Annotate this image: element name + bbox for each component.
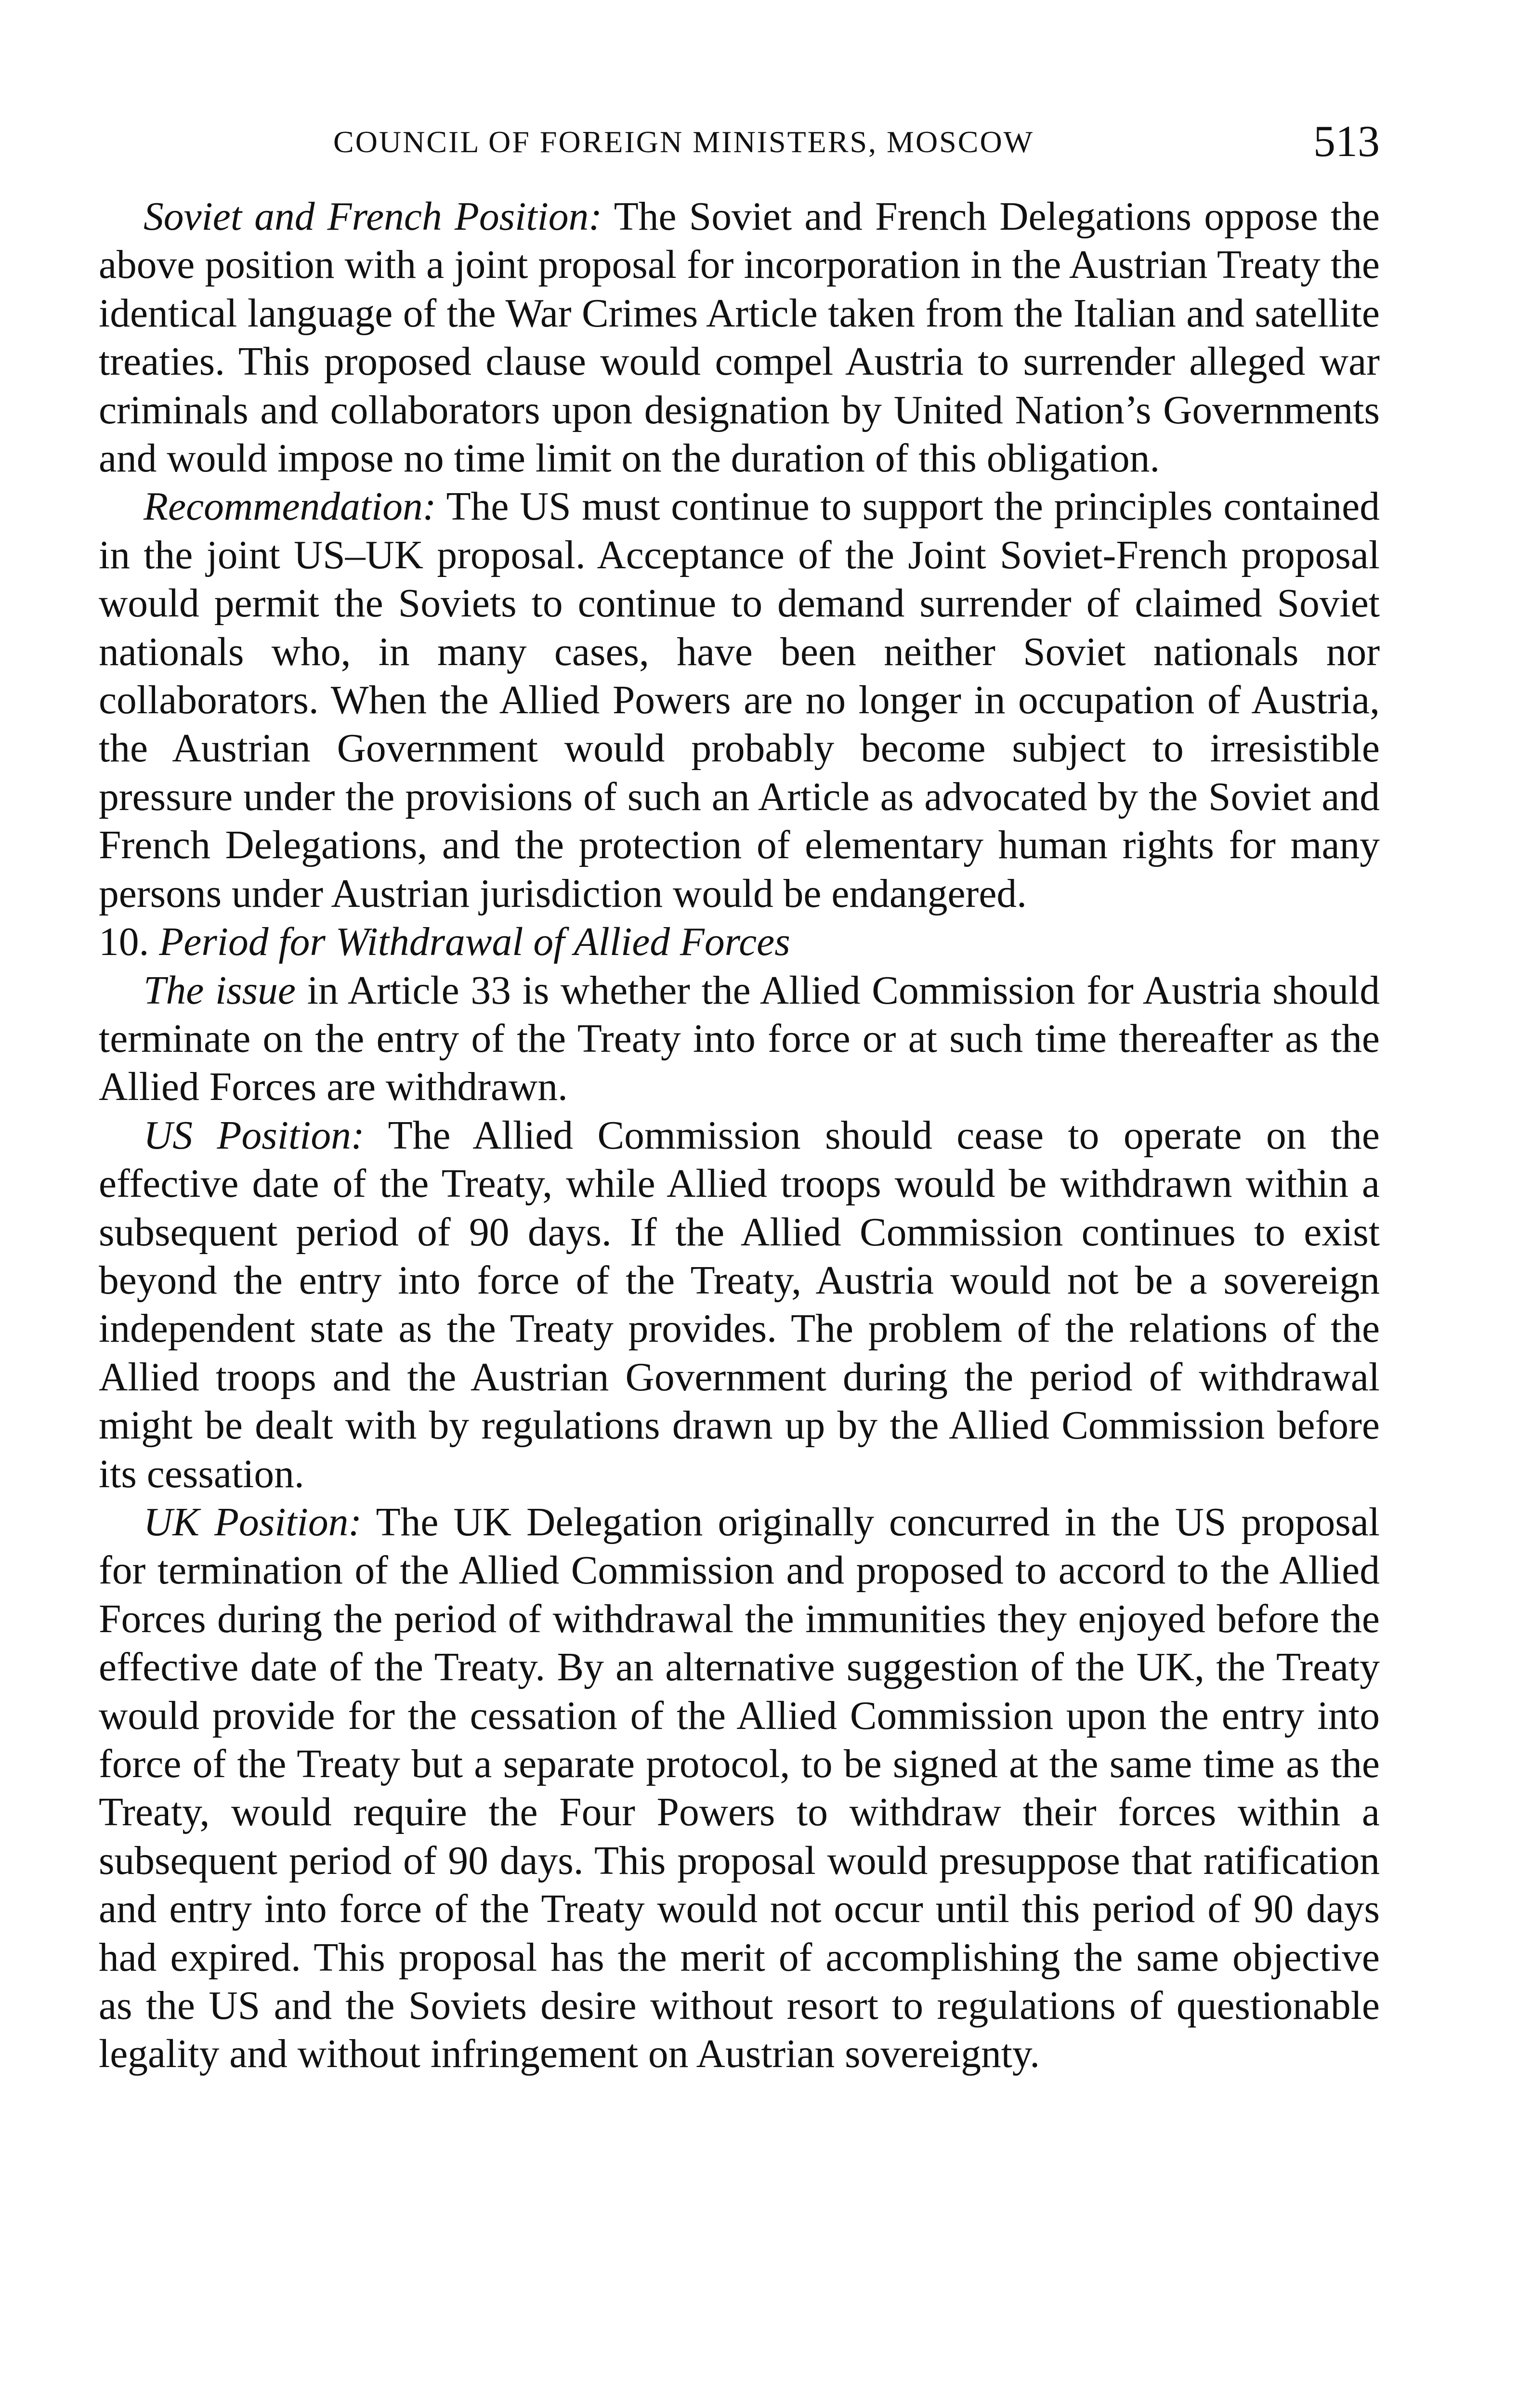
paragraph-text: The US must continue to support the principles contained in the joint US–UK proposal. Acceptance of the Joint Soviet-French proposal would permit the Soviets to continue to demand surrender of claimed Soviet nationals who, in many cases, have been neither Soviet nationals nor collaborators. When the Allied Powers are no longer in occupation of Austria, the Austrian Government would probably become subject to irresistible pressure under the provisions of such an Article as advocated by the Soviet and French Delegations, and the protection of elementary human rights for many persons under Austrian jurisdiction would be endangered. xyxy=(99,484,1380,916)
paragraph-the-issue xyxy=(99,967,1380,1112)
paragraph-text: The UK Delegation originally concurred in the US proposal for termination of the Allied Commission and proposed to accord to the Allied Forces during the period of withdrawal the immunities they enjoyed before the effective date of the Treaty. By an alternative suggestion of the UK, the Treaty would provide for the cessation of the Allied Commission upon the entry into force of the Treaty but a separate protocol, to be signed at the same time as the Treaty, would require the Four Powers to withdraw their forces within a subsequent period of 90 days. This proposal would presuppose that ratification and entry into force of the Treaty would not occur until this period of 90 days had expired. This proposal has the merit of accomplishing the same objective as the US and the Soviets desire without resort to regulations of questionable legality and without infringement on Austrian sovereignty. xyxy=(99,1500,1380,2077)
paragraph-us-position xyxy=(99,1112,1380,1498)
paragraph-lead: Soviet and French Position: xyxy=(144,195,602,239)
paragraph-uk-position xyxy=(99,1498,1380,2079)
paragraph-recommendation xyxy=(99,483,1380,918)
section-heading xyxy=(99,918,1380,966)
paragraph-lead: US Position: xyxy=(144,1113,365,1158)
paragraph-text: The Allied Commission should cease to operate on the effective date of the Treaty, while Allied troops would be withdrawn within a subsequent period of 90 days. If the Allied Commission continues to exist beyond the entry into force of the Treaty, Austria would not be a sovereign independent state as the Treaty provides. The problem of the relations of the Allied troops and the Austrian Government during the period of withdrawal might be dealt with by regulations drawn up by the Allied Commission before its cessation. xyxy=(99,1113,1380,1496)
page-number: 513 xyxy=(1313,117,1380,166)
running-head: COUNCIL OF FOREIGN MINISTERS, MOSCOW xyxy=(333,125,1034,159)
section-title: Period for Withdrawal of Allied Forces xyxy=(159,920,790,965)
page-header xyxy=(99,116,1380,169)
paragraph-lead: Recommendation: xyxy=(144,484,436,529)
section-number: 10. xyxy=(99,920,149,965)
paragraph-text: in Article 33 is whether the Allied Commission for Austria should terminate on the entry of the Treaty into force or at such time thereafter as the Allied Forces are withdrawn. xyxy=(99,968,1380,1110)
paragraph-lead: The issue xyxy=(144,968,296,1013)
paragraph-soviet-french-position xyxy=(99,193,1380,483)
body-text xyxy=(99,193,1380,2079)
paragraph-lead: UK Position: xyxy=(144,1500,362,1544)
paragraph-text: The Soviet and French Delegations oppose the above position with a joint proposal for incorporation in the Austrian Treaty the identical language of the War Crimes Article taken from the Italian and satellite treaties. This proposed clause would compel Austria to surrender alleged war criminals and collaborators upon designation by United Nation’s Governments and would impose no time limit on the duration of this obligation. xyxy=(99,195,1380,481)
